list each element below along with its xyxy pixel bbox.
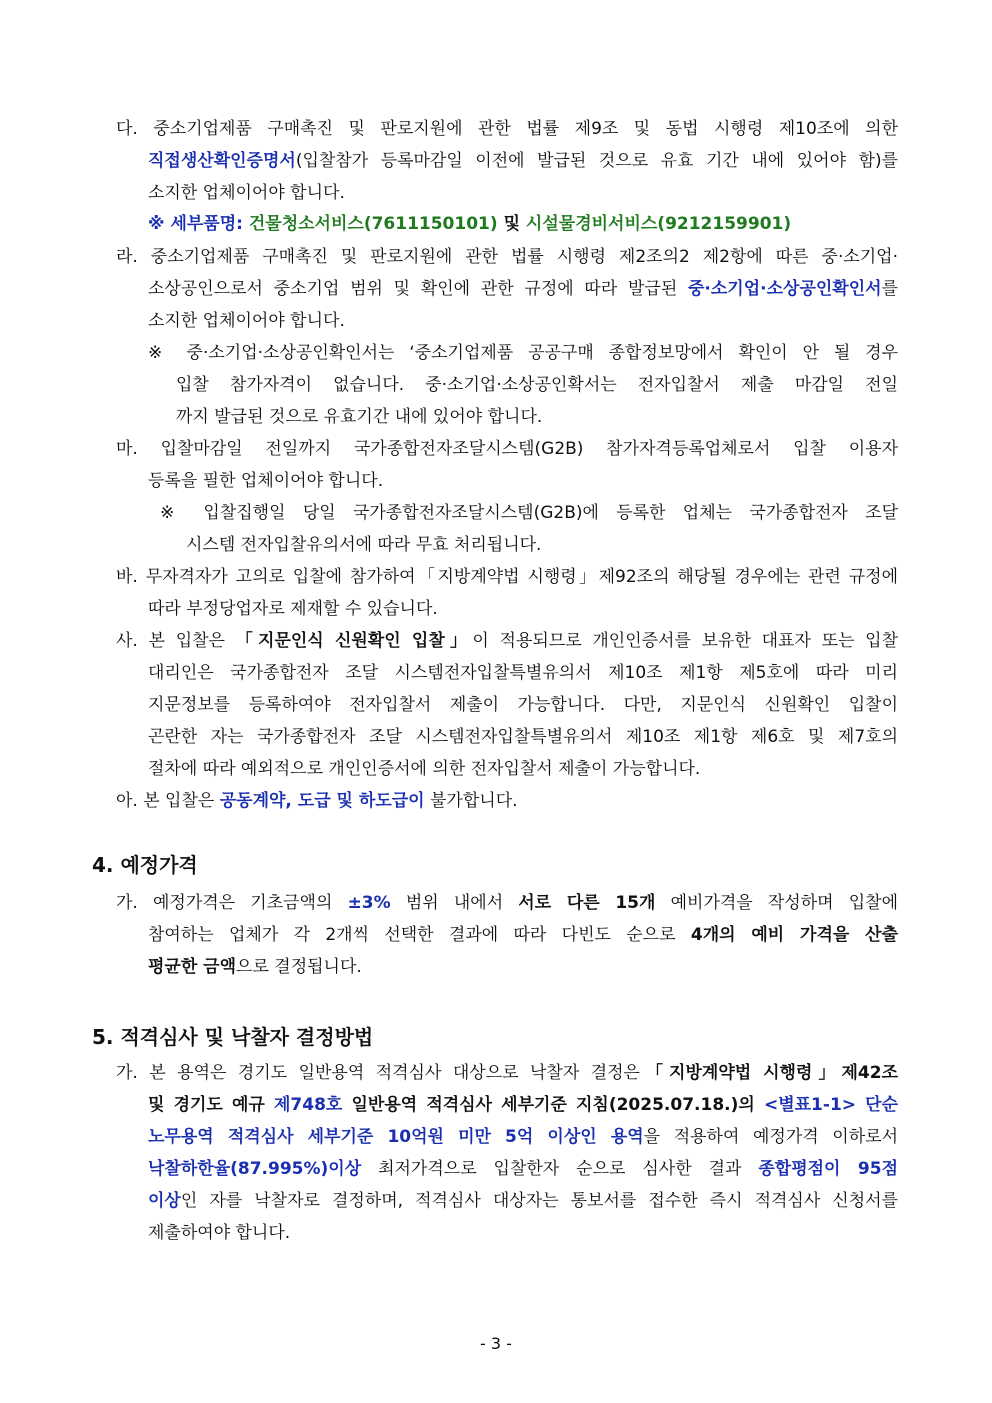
item-sa-line5: 절차에 따라 예외적으로 개인인증서에 의한 전자입찰서 제출이 가능합니다.: [148, 759, 701, 779]
direct-production-certificate: 직접생산확인증명서: [148, 151, 296, 171]
s4-ga-line1: 가. 예정가격은 기초금액의 ±3% 범위 내에서 서로 다른 15개 예비가격을 작성하며 입찰에: [116, 893, 899, 913]
s5-ga-line5: 이상인 자를 낙찰자로 결정하며, 적격심사 대상자는 통보서를 접수한 즉시 적격심사 신청서를: [148, 1191, 898, 1211]
item-ra-line2: 소상공인으로서 중소기업 범위 및 확인에 관한 규정에 따라 발급된 중·소기업·소상공인확인서를: [148, 279, 898, 299]
item-ba-line2: 따라 부정당업자로 제재할 수 있습니다.: [148, 599, 438, 619]
item-sa-line1: 사. 본 입찰은 「지문인식 신원확인 입찰」이 적용되므로 개인인증서를 보유한 대표자 또는 입찰: [116, 631, 899, 651]
item-ma-line1: 마. 입찰마감일 전일까지 국가종합전자조달시스템(G2B) 참가자격등록업체로서 입찰 이용자: [116, 439, 898, 459]
item-ba-line1: 바. 무자격자가 고의로 입찰에 참가하여「지방계약법 시행령」제92조의 해당될 경우에는 관련 규정에: [116, 567, 898, 587]
item-ma-note-line2: 시스템 전자입찰유의서에 따라 무효 처리됩니다.: [186, 535, 542, 555]
item-ra-line3: 소지한 업체이어야 합니다.: [148, 311, 345, 331]
item-ra-note-line3: 까지 발급된 것으로 유효기간 내에 있어야 합니다.: [176, 407, 543, 427]
s5-ga-line3: 노무용역 적격심사 세부기준 10억원 미만 5억 이상인 용역을 적용하여 예정가격 이하로서: [148, 1127, 898, 1147]
page-number: - 3 -: [480, 1334, 512, 1353]
item-ma-note-line1: ※ 입찰집행일 당일 국가종합전자조달시스템(G2B)에 등록한 업체는 국가종합전자 조달: [160, 503, 898, 523]
item-ra-note-line2: 입찰 참가자격이 없습니다. 중·소기업·소상공인확서는 전자입찰서 제출 마감일 전일: [176, 375, 898, 395]
item-sa-line2: 대리인은 국가종합전자 조달 시스템전자입찰특별유의서 제10조 제1항 제5호에 따라 미리: [148, 663, 898, 683]
item-sa-line4: 곤란한 자는 국가종합전자 조달 시스템전자입찰특별유의서 제10조 제1항 제6호 및 제7호의: [148, 727, 898, 747]
s5-ga-line4: 낙찰하한율(87.995%)이상 최저가격으로 입찰한자 순으로 심사한 결과 종합평점이 95점: [148, 1159, 898, 1179]
item-ma-line2: 등록을 필한 업체이어야 합니다.: [148, 471, 384, 491]
item-a-line1: 아. 본 입찰은 공동계약, 도급 및 하도급이 불가합니다.: [116, 791, 518, 811]
s5-ga-line2: 및 경기도 예규 제748호 일반용역 적격심사 세부기준 지침(2025.07.18.)의 <별표1-1> 단순: [148, 1095, 899, 1115]
item-ra-note-line1: ※ 중·소기업·소상공인확인서는 ‘중소기업제품 공공구매 종합정보망에서 확인이 안 될 경우: [148, 343, 898, 363]
s5-ga-line1: 가. 본 용역은 경기도 일반용역 적격심사 대상으로 낙찰자 결정은「지방계약법 시행령」제42조: [116, 1063, 898, 1083]
item-sa-line3: 지문정보를 등록하여야 전자입찰서 제출이 가능합니다. 다만, 지문인식 신원확인 입찰이: [148, 695, 898, 715]
s5-ga-line6: 제출하여야 합니다.: [148, 1223, 291, 1243]
section4-heading: 4. 예정가격: [92, 853, 198, 877]
section5-heading: 5. 적격심사 및 낙찰자 결정방법: [92, 1025, 374, 1049]
fingerprint-bid: 「지문인식 신원확인 입찰」: [235, 631, 473, 651]
sme-confirmation: 중·소기업·소상공인확인서: [688, 279, 882, 299]
item-da-line2: 직접생산확인증명서(입찰참가 등록마감일 이전에 발급된 것으로 유효 기간 내에 있어야 함)를: [148, 151, 898, 171]
item-da-line3: 소지한 업체이어야 합니다.: [148, 183, 345, 203]
item-da-note: ※ 세부품명: 건물청소서비스(7611150101) 및 시설물경비서비스(9212159901): [148, 214, 792, 234]
s4-ga-line2: 참여하는 업체가 각 2개씩 선택한 결과에 따라 다빈도 순으로 4개의 예비 가격을 산출: [148, 925, 898, 945]
joint-contract-note: 공동계약, 도급 및 하도급이: [219, 791, 425, 811]
item-da-line1: 다. 중소기업제품 구매촉진 및 판로지원에 관한 법률 제9조 및 동법 시행령 제10조에 의한: [116, 119, 898, 139]
item-ra-line1: 라. 중소기업제품 구매촉진 및 판로지원에 관한 법률 시행령 제2조의2 제2항에 따른 중·소기업·: [116, 247, 899, 267]
s4-ga-line3: 평균한 금액으로 결정됩니다.: [148, 957, 362, 977]
